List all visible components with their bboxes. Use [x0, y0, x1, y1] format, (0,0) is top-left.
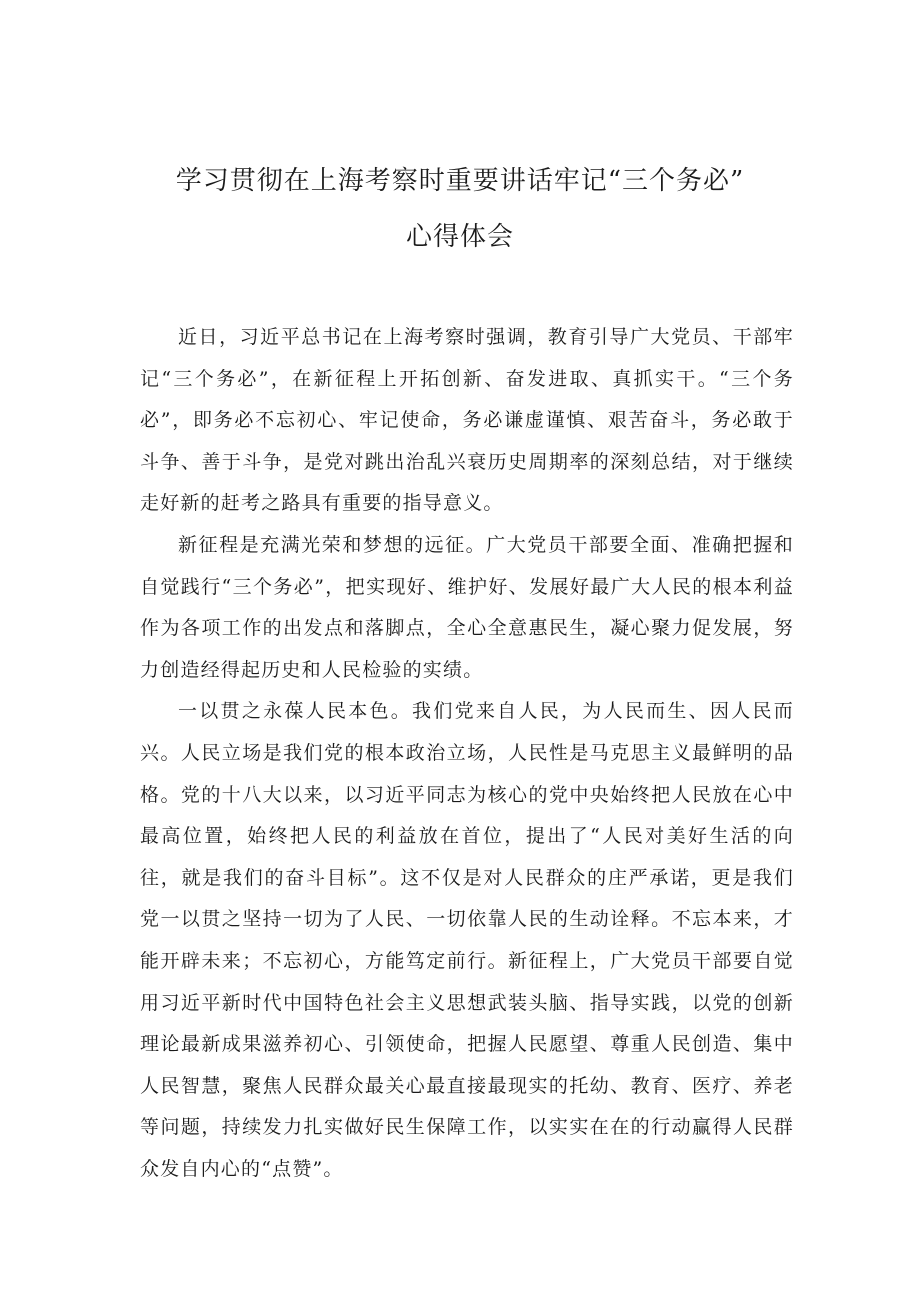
document-subtitle: 心得体会	[405, 222, 514, 252]
paragraph: 一以贯之永葆人民本色。我们党来自人民，为人民而生、因人民而兴。人民立场是我们党的根本政治立场，人民性是马克思主义最鲜明的品格。党的十八大以来，以习近平同志为核心的党中央始终把人民放在心中最高位置，始终把人民的利益放在首位，提出了“人民对美好生活的向往，就是我们的奋斗目标”。这不仅是对人民群众的庄严承诺，更是我们党一以贯之坚持一切为了人民、一切依靠人民的生动诠释。不忘本来，才能开辟未来；不忘初心，方能笃定前行。新征程上，广大党员干部要自觉用习近平新时代中国特色社会主义思想武装头脑、指导实践，以党的创新理论最新成果滋养初心、引领使命，把握人民愿望、尊重人民创造、集中人民智慧，聚焦人民群众最关心最直接最现实的托幼、教育、医疗、养老等问题，持续发力扎实做好民生保障工作，以实实在在的行动赢得人民群众发自内心的“点赞”。	[140, 700, 794, 1180]
document-title: 学习贯彻在上海考察时重要讲话牢记“三个务必”	[175, 166, 745, 196]
paragraph: 近日，习近平总书记在上海考察时强调，教育引导广大党员、干部牢记“三个务必”，在新征程上开拓创新、奋发进取、真抓实干。“三个务必”，即务必不忘初心、牢记使命，务必谦虚谨慎、艰苦奋斗，务必敢于斗争、善于斗争，是党对跳出治乱兴衰历史周期率的深刻总结，对于继续走好新的赶考之路具有重要的指导意义。	[140, 326, 794, 515]
paragraph: 新征程是充满光荣和梦想的远征。广大党员干部要全面、准确把握和自觉践行“三个务必”，把实现好、维护好、发展好最广大人民的根本利益作为各项工作的出发点和落脚点，全心全意惠民生，凝心聚力促发展，努力创造经得起历史和人民检验的实绩。	[140, 533, 794, 681]
document-body	[140, 317, 794, 1190]
